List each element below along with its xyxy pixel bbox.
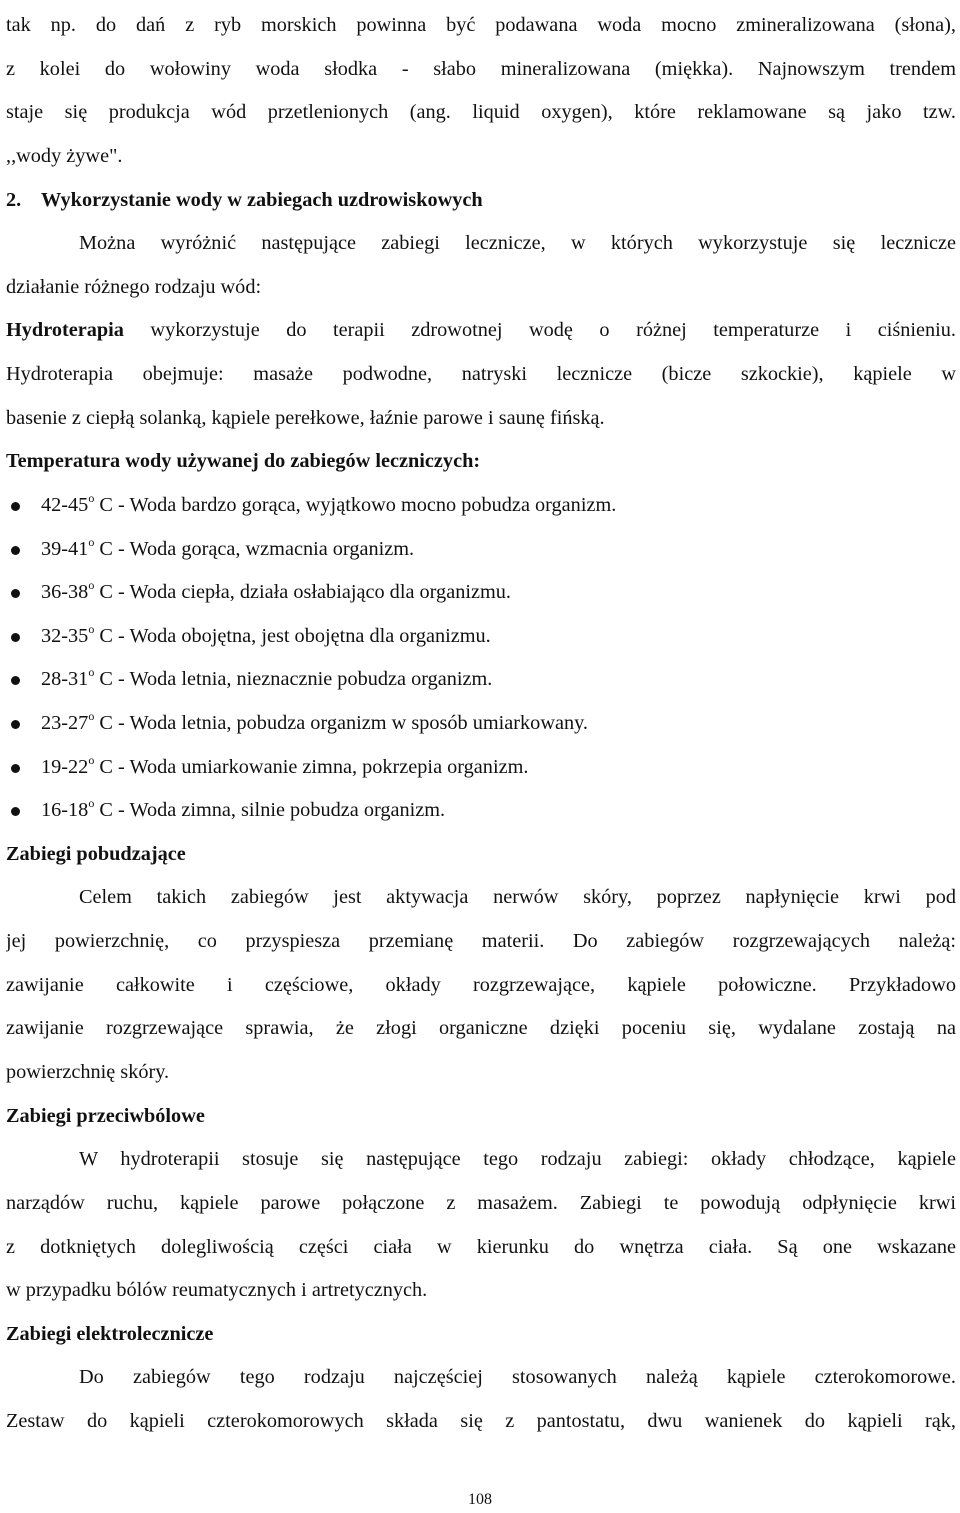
temperature-list-item bbox=[6, 528, 956, 572]
temperature-range: 19-22 bbox=[41, 755, 89, 778]
electro-heading: Zabiegi elektrolecznicze bbox=[6, 1322, 214, 1345]
text-line: ,,wody żywe". bbox=[6, 144, 123, 167]
text-line: Do zabiegów tego rodzaju najczęściej stosowanych należą kąpiele czterokomorowe. bbox=[79, 1366, 956, 1389]
text-line: narządów ruchu, kąpiele parowe połączone z masażem. Zabiegi te powodują odpłynięcie krwi bbox=[6, 1191, 956, 1214]
temperature-range: 16-18 bbox=[41, 799, 89, 822]
temperature-heading: Temperatura wody używanej do zabiegów leczniczych: bbox=[6, 450, 481, 473]
stimulating-heading: Zabiegi pobudzające bbox=[6, 842, 186, 865]
temperature-description: - Woda obojętna, jest obojętna dla organizmu. bbox=[112, 624, 491, 647]
text-line: Hydroterapia obejmuje: masaże podwodne, natryski lecznicze (bicze szkockie), kąpiele w bbox=[6, 363, 956, 386]
text-line: zawijanie rozgrzewające sprawia, że złogi organiczne dzięki poceniu się, wydalane zostają na bbox=[6, 1017, 956, 1040]
bullet-icon bbox=[11, 633, 20, 642]
page-number: 108 bbox=[468, 1491, 492, 1508]
temperature-list-item bbox=[6, 571, 956, 615]
intro-paragraph bbox=[6, 4, 956, 179]
bullet-icon bbox=[11, 807, 20, 816]
temperature-list-item bbox=[6, 702, 956, 746]
degree-mark: o bbox=[88, 578, 95, 593]
text-line: działanie różnego rodzaju wód: bbox=[6, 275, 262, 298]
degree-mark: o bbox=[88, 796, 95, 811]
text-line: Celem takich zabiegów jest aktywacja nerwów skóry, poprzez napłynięcie krwi pod bbox=[79, 886, 956, 909]
section-intro-paragraph bbox=[6, 222, 956, 309]
bullet-icon bbox=[11, 720, 20, 729]
bullet-icon bbox=[11, 764, 20, 773]
degree-mark: o bbox=[88, 709, 95, 724]
hydrotherapy-term: Hydroterapia bbox=[6, 319, 124, 342]
text-line: w przypadku bólów reumatycznych i artretycznych. bbox=[6, 1279, 428, 1302]
temperature-list-item bbox=[6, 658, 956, 702]
temperature-list-item bbox=[6, 789, 956, 833]
temperature-description: - Woda zimna, silnie pobudza organizm. bbox=[112, 799, 446, 822]
temperature-unit: C bbox=[99, 712, 113, 735]
temperature-list-item bbox=[6, 746, 956, 790]
bullet-icon bbox=[11, 676, 20, 685]
temperature-unit: C bbox=[99, 755, 113, 778]
temperature-description: - Woda bardzo gorąca, wyjątkowo mocno pobudza organizm. bbox=[112, 494, 617, 517]
text-line: jej powierzchnię, co przyspiesza przemianę materii. Do zabiegów rozgrzewających należą: bbox=[6, 930, 956, 953]
temperature-range: 42-45 bbox=[41, 494, 89, 517]
temperature-unit: C bbox=[99, 537, 113, 560]
degree-mark: o bbox=[88, 534, 95, 549]
text-line: powierzchnię skóry. bbox=[6, 1061, 170, 1083]
temperature-description: - Woda letnia, pobudza organizm w sposób umiarkowany. bbox=[112, 712, 589, 735]
text-line bbox=[6, 309, 956, 353]
temperature-list-item bbox=[6, 615, 956, 659]
text-line: W hydroterapii stosuje się następujące tego rodzaju zabiegi: okłady chłodzące, kąpiele bbox=[79, 1148, 956, 1171]
temperature-range: 23-27 bbox=[41, 712, 89, 735]
temperature-list bbox=[6, 484, 956, 833]
text-line: Można wyróżnić następujące zabiegi lecznicze, w których wykorzystuje się lecznicze bbox=[79, 232, 956, 255]
temperature-range: 32-35 bbox=[41, 624, 89, 647]
bullet-icon bbox=[11, 589, 20, 598]
text-line: z kolei do wołowiny woda słodka - słabo mineralizowana (miękka). Najnowszym trendem bbox=[6, 57, 956, 80]
temperature-description: - Woda ciepła, działa osłabiająco dla organizmu. bbox=[112, 581, 511, 604]
temperature-range: 28-31 bbox=[41, 668, 89, 691]
document-page bbox=[6, 4, 956, 1444]
temperature-description: - Woda gorąca, wzmacnia organizm. bbox=[112, 537, 415, 560]
painkilling-heading: Zabiegi przeciwbólowe bbox=[6, 1104, 205, 1127]
degree-mark: o bbox=[88, 665, 95, 680]
text-line: z dotkniętych dolegliwością części ciała w kierunku do wnętrza ciała. Są one wskazane bbox=[6, 1235, 956, 1258]
temperature-range: 36-38 bbox=[41, 581, 89, 604]
section-heading bbox=[6, 179, 956, 223]
text-span: wykorzystuje do terapii zdrowotnej wodę o różnej temperaturze i ciśnieniu. bbox=[123, 319, 956, 342]
text-line: staje się produkcja wód przetlenionych (ang. liquid oxygen), które reklamowane są jako tzw. bbox=[6, 101, 956, 124]
temperature-unit: C bbox=[99, 624, 113, 647]
temperature-range: 39-41 bbox=[41, 537, 89, 560]
temperature-description: - Woda umiarkowanie zimna, pokrzepia organizm. bbox=[112, 755, 529, 778]
bullet-icon bbox=[11, 546, 20, 555]
painkilling-paragraph bbox=[6, 1138, 956, 1313]
temperature-unit: C bbox=[99, 581, 113, 604]
text-line: tak np. do dań z ryb morskich powinna być podawana woda mocno zmineralizowana (słona), bbox=[6, 14, 956, 36]
text-line: Zestaw do kąpieli czterokomorowych składa się z pantostatu, dwu wanienek do kąpieli rąk, bbox=[6, 1410, 956, 1433]
text-line: zawijanie całkowite i częściowe, okłady rozgrzewające, kąpiele połowiczne. Przykładowo bbox=[6, 973, 956, 996]
temperature-unit: C bbox=[99, 668, 113, 691]
text-line: basenie z ciepłą solanką, kąpiele perełkowe, łaźnie parowe i saunę fińską. bbox=[6, 406, 605, 429]
degree-mark: o bbox=[88, 491, 95, 506]
hydrotherapy-paragraph bbox=[6, 309, 956, 440]
temperature-unit: C bbox=[99, 494, 113, 517]
bullet-icon bbox=[11, 502, 20, 511]
section-number: 2. bbox=[6, 188, 22, 211]
degree-mark: o bbox=[88, 621, 95, 636]
temperature-list-item bbox=[6, 484, 956, 528]
temperature-unit: C bbox=[99, 799, 113, 822]
degree-mark: o bbox=[88, 752, 95, 767]
electro-paragraph bbox=[6, 1356, 956, 1443]
stimulating-paragraph bbox=[6, 876, 956, 1094]
temperature-description: - Woda letnia, nieznacznie pobudza organizm. bbox=[112, 668, 493, 691]
section-title: Wykorzystanie wody w zabiegach uzdrowiskowych bbox=[41, 188, 483, 211]
